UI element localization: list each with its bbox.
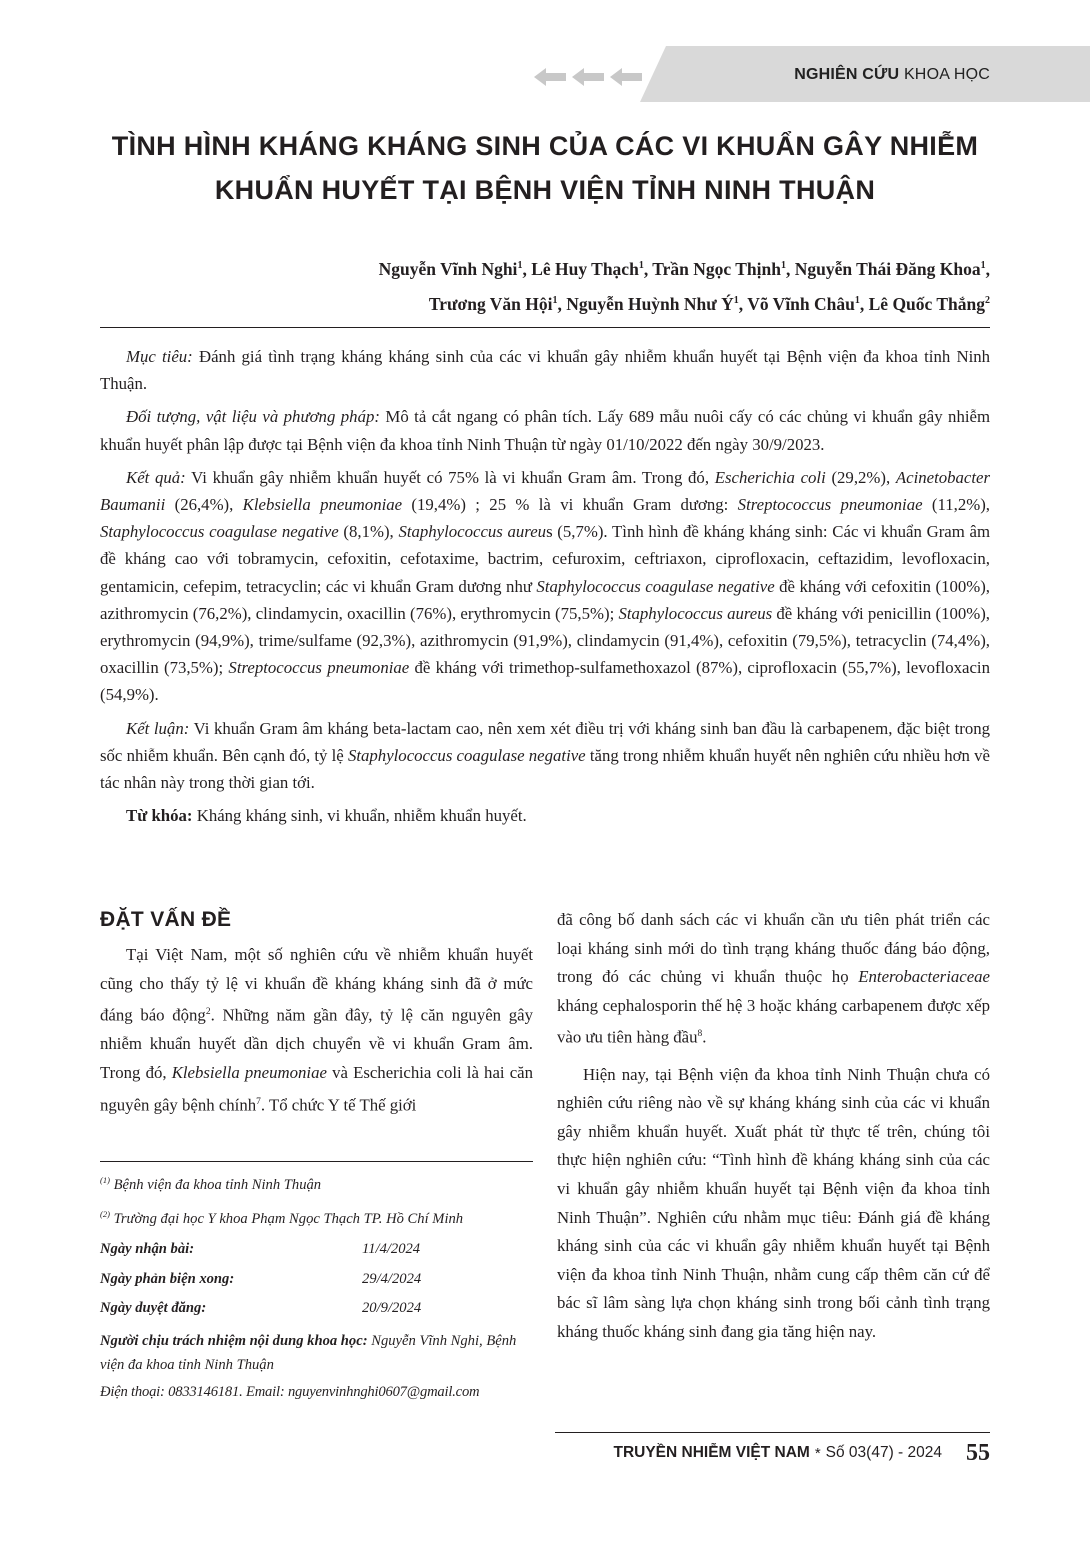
author: Lê Huy Thạch: [531, 258, 639, 279]
abstract-methods: Đối tượng, vật liệu và phương pháp: Mô tả cắt ngang có phân tích. Lấy 689 mẫu nuôi cấy có các chủng vi khuẩn gây nhiễm khuẩn huyết phân lập được tại Bệnh viện đa khoa tỉnh Ninh Thuận từ ngày 01/10/2022 đến ngày 30/9/2023.: [100, 407, 991, 454]
title-line-2: KHUẨN HUYẾT TẠI BỆNH VIỆN TỈNH NINH THUẬN: [214, 175, 876, 205]
separator: *: [814, 1444, 821, 1462]
title-line-1: TÌNH HÌNH KHÁNG KHÁNG SINH CỦA CÁC VI KHUẨN GÂY NHIỄM: [111, 131, 979, 161]
author: Võ Vĩnh Châu: [747, 293, 855, 314]
author: Trương Văn Hội: [428, 293, 553, 314]
footnotes: [100, 1166, 533, 1407]
article-title: [100, 124, 990, 212]
abstract: [100, 343, 990, 835]
responsible-author: Người chịu trách nhiệm nội dung khoa học: Nguyễn Vĩnh Nghi, Bệnh viện đa khoa tỉnh Ninh Thuận: [100, 1332, 517, 1373]
page-number: 55: [966, 1439, 990, 1466]
section-label: NGHIÊN CỨU KHOA HỌC: [794, 66, 990, 83]
intro-paragraph-1-continued: đã công bố danh sách các vi khuẩn cần ưu tiên phát triển các loại kháng sinh mới do tình trạng kháng thuốc đáng báo động, trong đó các chủng vi khuẩn thuộc họ Enterobacteriaceae kháng cephalosporin thế hệ 3 hoặc kháng carbapenem được xếp vào ưu tiên hàng đầu$^8$.: [557, 910, 990, 1047]
page-footer: [613, 1436, 990, 1470]
journal-name: TRUYỀN NHIỄM VIỆT NAM: [613, 1444, 810, 1461]
affiliation-2: $^{(2)}$ Trường đại học Y khoa Phạm Ngọc Thạch TP. Hồ Chí Minh: [100, 1209, 464, 1228]
divider: [100, 327, 990, 328]
intro-paragraph-1: Tại Việt Nam, một số nghiên cứu về nhiễm khuẩn huyết cũng cho thấy tỷ lệ vi khuẩn đề kháng kháng sinh đã ở mức đáng báo động$^2$. Những năm gần đây, tỷ lệ căn nguyên gây nhiễm khuẩn huyết dần dịch chuyển về vi khuẩn Gram âm. Trong đó, Klebsiella pneumoniae và Escherichia coli là hai căn nguyên gây bệnh chính$^7$. Tổ chức Y tế Thế giới: [100, 945, 533, 1115]
right-column: [557, 906, 990, 1355]
issue-number: Số 03(47) - 2024: [825, 1444, 942, 1461]
intro-paragraph-2: Hiện nay, tại Bệnh viện đa khoa tỉnh Ninh Thuận chưa có nghiên cứu riêng nào về sự kháng kháng sinh của các vi khuẩn gây nhiễm khuẩn huyết. Xuất phát từ thực tế trên, chúng tôi thực hiện nghiên cứu: “Tình hình đề kháng kháng sinh của các vi khuẩn gây nhiễm khuẩn huyết tại Bệnh viện đa khoa tỉnh Ninh Thuận”. Nghiên cứu nhằm mục tiêu: Đánh giá đề kháng kháng sinh của các vi khuẩn gây nhiễm khuẩn huyết tại Bệnh viện đa khoa tỉnh Ninh Thuận, nhằm cung cấp thêm căn cứ để bác sĩ lâm sàng lựa chọn kháng sinh trong bối cảnh tình trạng kháng thuốc kháng sinh đang gia tăng hiện nay.: [557, 1064, 990, 1341]
author: Lê Quốc Thắng: [868, 293, 985, 314]
date-accepted: Ngày duyệt đăng: 20/9/2024: [100, 1300, 422, 1317]
abstract-conclusion: Kết luận: Vi khuẩn Gram âm kháng beta-lactam cao, nên xem xét điều trị với kháng sinh ban đầu là carbapenem, đặc biệt trong sốc nhiễm khuẩn. Bên cạnh đó, tỷ lệ Staphylococcus coagulase negative tăng trong nhiễm khuẩn huyết nên nghiên cứu nhiều hơn về tác nhân này trong thời gian tới.: [100, 718, 991, 793]
footer-divider: [555, 1432, 990, 1433]
abstract-results: Kết quả: Vi khuẩn gây nhiễm khuẩn huyết có 75% là vi khuẩn Gram âm. Trong đó, Escherichia coli (29,2%), Acinetobacter Baumanii (26,4%), Klebsiella pneumoniae (19,4%) ; 25 % là vi khuẩn Gram dương: Streptococcus pneumoniae (11,2%), Staphylococcus coagulase negative (8,1%), Staphylococcus aureus (5,7%). Tình hình đề kháng kháng sinh: Các vi khuẩn Gram âm đề kháng cao với tobramycin, cefoxitin, cefotaxime, bactrim, cefuroxim, ceftriaxon, ciprofloxacin, ceftazidim, levofloxacin, gentamicin, cefepim, tetracyclin; các vi khuẩn Gram dương như Staphylococcus coagulase negative đề kháng với cefoxitin (100%), azithromycin (76,2%), clindamycin, oxacillin (76%), erythromycin (75,5%); Staphylococcus aureus đề kháng với penicillin (100%), erythromycin (94,9%), trime/sulfame (92,3%), azithromycin (91,9%), clindamycin (91,4%), cefoxitin (79,5%), tetracyclin (74,4%), oxacillin (73,5%); Streptococcus pneumoniae đề kháng với trimethop-sulfamethoxazol (87%), ciprofloxacin (55,7%), levofloxacin (54,9%).: [100, 467, 990, 705]
date-received: Ngày nhận bài: 11/4/2024: [100, 1240, 421, 1257]
footnote-divider: [100, 1161, 533, 1162]
author: Trần Ngọc Thịnh: [652, 258, 781, 279]
triple-left-arrow-icon: [534, 66, 644, 88]
date-reviewed: Ngày phản biện xong: 29/4/2024: [100, 1270, 422, 1287]
author: Nguyễn Thái Đăng Khoa: [794, 258, 981, 279]
keywords: Từ khóa: Kháng kháng sinh, vi khuẩn, nhiễm khuẩn huyết.: [126, 806, 527, 826]
affiliation-1: $^{(1)}$ Bệnh viện đa khoa tỉnh Ninh Thuận: [100, 1175, 322, 1193]
author: Nguyễn Huỳnh Như Ý: [566, 293, 734, 314]
contact-info: Điện thoại: 0833146181. Email: nguyenvinhnghi0607@gmail.com: [100, 1383, 480, 1400]
author-list: Nguyễn Vĩnh Nghi$^1$, Lê Huy Thạch$^1$, Trần Ngọc Thịnh$^1$, Nguyễn Thái Đăng Khoa$^1$, Trương Văn Hội$^1$, Nguyễn Huỳnh Như $Ý^1$, Võ Vĩnh Châu$^1$, Lê Quốc Thắng$^2$: [378, 258, 990, 314]
section-heading: ĐẶT VẤN ĐỀ: [100, 908, 232, 931]
left-column: [100, 906, 533, 1128]
author: Nguyễn Vĩnh Nghi: [378, 258, 518, 279]
abstract-objective: Mục tiêu: Đánh giá tình trạng kháng kháng sinh của các vi khuẩn gây nhiễm khuẩn huyết tại Bệnh viện đa khoa tỉnh Ninh Thuận.: [100, 347, 991, 394]
